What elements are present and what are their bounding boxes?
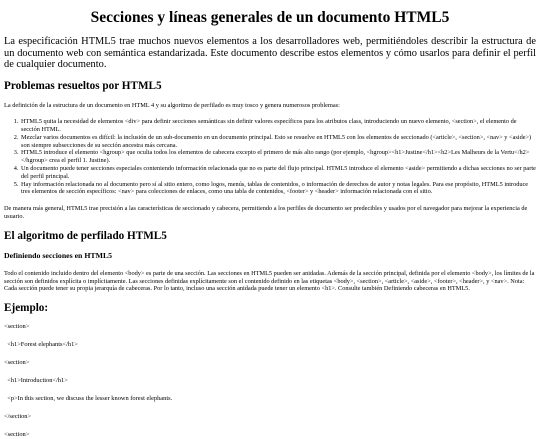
code-line: <section> [4, 359, 30, 367]
subheading-defining-sections: Definiendo secciones en HTML5 [4, 250, 113, 260]
list-item: 4. Un documento puede tener secciones especiales conteniendo información relacionada que no es parte del flujo principal. HTML5 introduce el elemento <aside> permitiendo a dichas secciones no ser parte del perfil principal. [20, 165, 536, 181]
problems-list [4, 118, 536, 196]
intro-paragraph: La especificación HTML5 trae muchos nuevos elementos a los desarrolladores web, permitiéndoles describir la estructura de un documento web con semántica estandarizada. Este documento describe estos elementos y cómo usarlos para definir el perfil de cualquier documento. [4, 36, 536, 70]
list-item: 5. Hay información relacionada no al documento pero sí al sitio entero, como logos, menús, tablas de contenidos, o información de derechos de autor y notas legales. Para ese propósito, HTML5 introduce tres elementos de sección específicos: <nav> para colecciones de enlaces, como una tabla de contenidos, <footer> y <header> información relacionada con el sitio. [20, 181, 536, 197]
section-heading-example: Ejemplo: [4, 302, 49, 315]
list-item: 1. HTML5 quita la necesidad de elementos <div> para definir secciones semánticas sin definir valores específicos para los atributos class, introduciendo un nuevo elemento, <section>, el elemento de sección HTML. [20, 118, 536, 134]
problems-lead: La definición de la estructura de un documento en HTML 4 y su algoritmo de perfilado es muy tosco y genera numerosos problemas: [4, 101, 340, 109]
section-heading-algorithm: El algoritmo de perfilado HTML5 [4, 229, 167, 242]
code-line: <section> [4, 323, 30, 331]
section-heading-problems: Problemas resueltos por HTML5 [4, 79, 162, 92]
code-line: </section> [4, 413, 32, 421]
code-example [4, 323, 536, 439]
code-line: <h1>Forest elephants</h1> [4, 341, 78, 349]
list-item: 2. Mezclar varios documentos es difícil: la inclusión de un sub-documento en un documento principal. Esto se resuelve en HTML5 con los elementos de seccionado (<article>, <section>, <nav> y <aside>) son siempre subsecciones de su sección ancestra más cercana. [20, 134, 536, 150]
problems-closing: De manera más general, HTML5 trae precisión a las características de seccionado y cabecera, permitiendo a los perfiles de documento ser predecibles y usados por el navegador para mejorar la experiencia de usuario. [4, 205, 528, 221]
list-item: 3. HTML5 introduce el elemento <hgroup> que oculta todos los elementos de cabecera excepto el primero de más alto rango (por ejemplo, <hgroup><h1>Justine</h1><h2>Les Malheurs de la Vertu</h2></hgroup> crea el perfil 1. Justine). [20, 149, 536, 165]
page-title: Secciones y líneas generales de un documento HTML5 [90, 9, 450, 26]
code-line: <section> [4, 431, 30, 439]
code-line: <p>In this section, we discuss the lesser known forest elephants. [4, 395, 173, 403]
algorithm-body: Todo el contenido incluido dentro del elemento <body> es parte de una sección. Las secciones en HTML5 pueden ser anidadas. Además de la sección principal, definida por el elemento <body>, los límites de la sección son definidos explícita o implícitamente. Las secciones definidas explícitamente son el contenido definido en las etiquetas <body>, <section>, <article>, <aside>, <footer>, <header>, y <nav>. Nota: Cada sección puede tener su propia jerarquía de cabeceras. Por lo tanto, incluso una sección anidada puede tener un elemento <h1>. Consulte también Definiendo cabeceras en HTML5. [4, 269, 535, 293]
code-line: <h1>Introduction</h1> [4, 377, 68, 385]
